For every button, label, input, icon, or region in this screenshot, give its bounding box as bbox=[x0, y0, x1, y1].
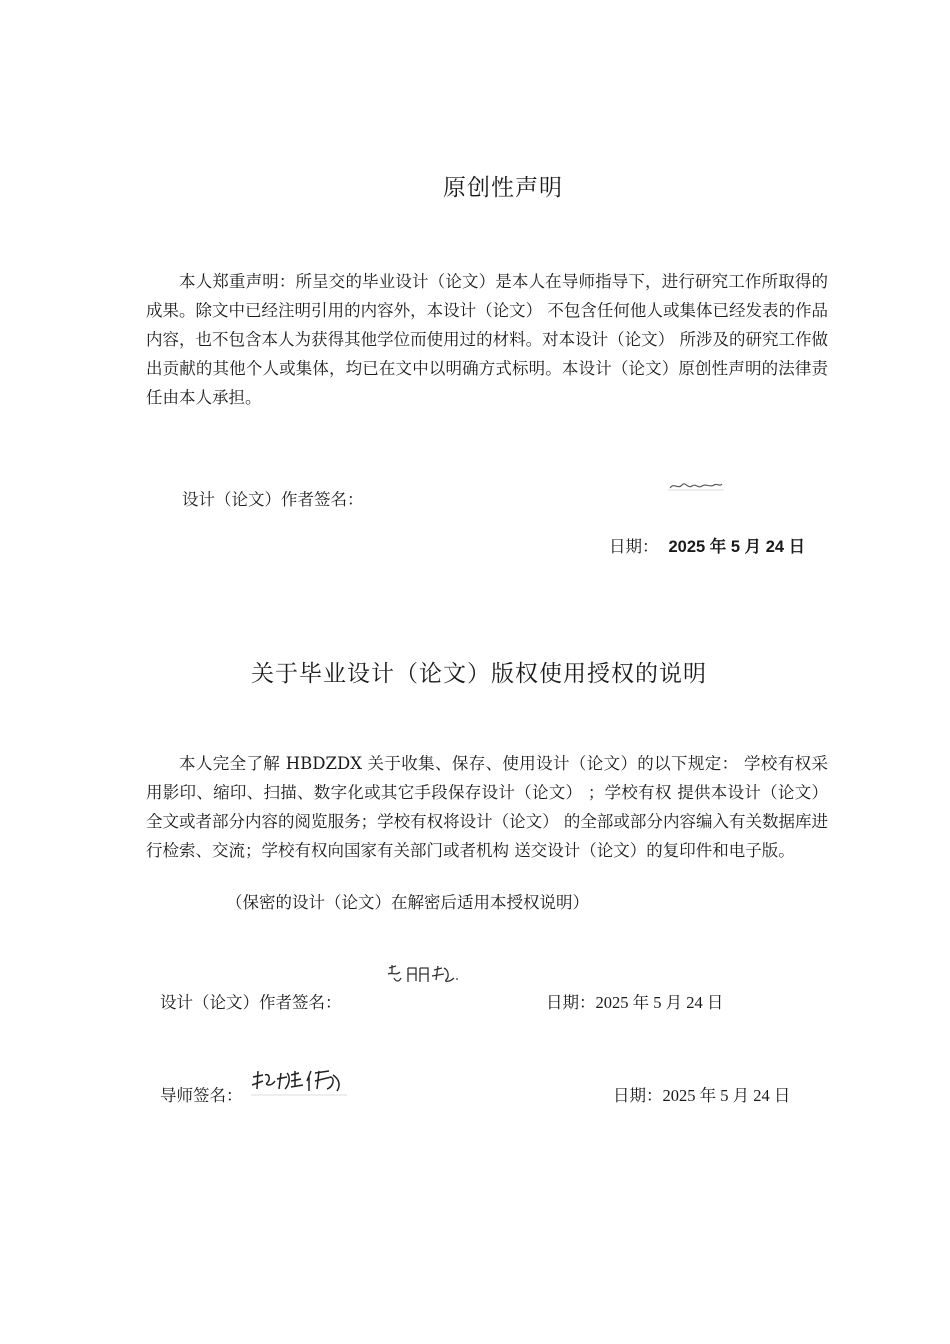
advisor-signature-label: 导师签名： bbox=[160, 1086, 243, 1105]
authorization-author-date-value: 2025 年 5 月 24 日 bbox=[595, 993, 724, 1012]
declaration-title: 原创性声明 bbox=[443, 175, 563, 201]
advisor-date-value: 2025 年 5 月 24 日 bbox=[662, 1086, 791, 1105]
declaration-author-signature-label: 设计（论文）作者签名： bbox=[182, 490, 364, 509]
authorization-note: （保密的设计（论文）在解密后适用本授权说明） bbox=[226, 893, 589, 912]
authorization-title: 关于毕业设计（论文）版权使用授权的说明 bbox=[251, 661, 707, 687]
authorization-author-date-label: 日期： bbox=[546, 993, 596, 1012]
advisor-date-label: 日期： bbox=[613, 1086, 663, 1105]
advisor-date bbox=[613, 1082, 790, 1106]
declaration-author-signature bbox=[668, 478, 724, 494]
declaration-body: 本人郑重声明：所呈交的毕业设计（论文）是本人在导师指导下，进行研究工作所取得的成果。除文中已经注明引用的内容外，本设计（论文） 不包含任何他人或集体已经发表的作品内容，也不包含本人为获得其他学位而使用过的材料。对本设计（论文） 所涉及的研究工作做出贡献的其他个人或集体，均已在文中以明确方式标明。本设计（论文）原创性声明的法律责任由本人承担。 bbox=[146, 272, 828, 407]
authorization-body: 本人完全了解 HBDZDX 关于收集、保存、使用设计（论文）的以下规定： 学校有权采用影印、缩印、扫描、数字化或其它手段保存设计（论文） ；学校有权 提供本设计（论文） 全文或者部分内容的阅览服务；学校有权将设计（论文） 的全部或部分内容编入有关数据库进行检索、交流；学校有权向国家有关部门或者机构 送交设计（论文）的复印件和电子版。 bbox=[146, 754, 828, 860]
advisor-signature bbox=[249, 1067, 349, 1099]
declaration-date-label: 日期： bbox=[609, 537, 659, 556]
authorization-author-date bbox=[546, 989, 723, 1013]
declaration-date-value: 2025 年 5 月 24 日 bbox=[668, 538, 806, 556]
authorization-author-signature-label: 设计（论文）作者签名： bbox=[160, 993, 342, 1012]
authorization-author-signature bbox=[386, 962, 460, 988]
declaration-date bbox=[609, 533, 805, 557]
